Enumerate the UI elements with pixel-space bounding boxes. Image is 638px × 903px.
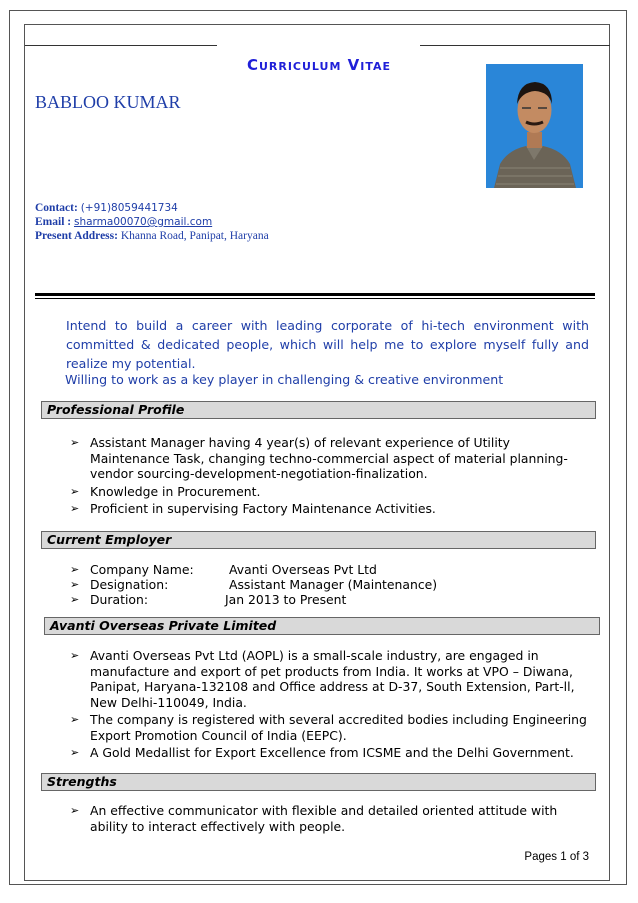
list-item: ➢ A Gold Medallist for Export Excellence from ICSME and the Delhi Government. xyxy=(70,745,574,760)
strengths-list xyxy=(68,803,583,836)
address-row: Present Address: Khanna Road, Panipat, Haryana xyxy=(35,230,269,242)
arrow-bullet-icon: ➢ xyxy=(70,593,80,606)
list-item: ➢ Proficient in supervising Factory Maintenance Activities. xyxy=(70,501,436,516)
contact-row: Contact: (+91)8059441734 xyxy=(35,202,178,214)
current-employer-list xyxy=(68,562,578,607)
section-current-employer: Current Employer xyxy=(41,531,596,549)
divider-thick xyxy=(35,293,595,296)
list-item: ➢ The company is registered with several accredited bodies including Engineering Export Promotion Council of India (EEPC). xyxy=(70,712,587,743)
section-professional-profile: Professional Profile xyxy=(41,401,596,419)
section-company: Avanti Overseas Private Limited xyxy=(44,617,600,635)
section-strengths: Strengths xyxy=(41,773,596,791)
candidate-name: BABLOO KUMAR xyxy=(35,92,181,112)
arrow-bullet-icon: ➢ xyxy=(70,804,80,817)
list-item: ➢ Assistant Manager having 4 year(s) of relevant experience of Utility Maintenance Task, changing techno-commercial aspect of material planning-vendor sourcing-development-negotiation-finalization. xyxy=(70,435,568,481)
title-rule-left xyxy=(25,45,217,46)
arrow-bullet-icon: ➢ xyxy=(70,713,80,726)
email-link[interactable]: sharma00070@gmail.com xyxy=(73,216,213,228)
address-label: Present Address xyxy=(35,230,115,242)
list-item: ➢ Duration: Jan 2013 to Present xyxy=(70,592,347,607)
arrow-bullet-icon: ➢ xyxy=(70,578,80,591)
arrow-bullet-icon: ➢ xyxy=(70,502,80,515)
portrait-illustration xyxy=(486,64,583,188)
company-list xyxy=(68,648,588,763)
arrow-bullet-icon: ➢ xyxy=(70,484,80,498)
list-item: ➢ Designation: Assistant Manager (Maintenance) xyxy=(70,577,438,592)
contact-label: Contact xyxy=(35,202,74,214)
title-rule-right xyxy=(420,45,610,46)
page-number: Pages 1 of 3 xyxy=(524,851,589,863)
list-item: ➢ An effective communicator with flexible and detailed oriented attitude with ability to interact effectively with people. xyxy=(70,803,558,834)
email-row xyxy=(35,216,212,228)
professional-profile-list xyxy=(68,435,578,519)
phone-number: (+91)8059441734 xyxy=(80,202,178,214)
email-label: Email : xyxy=(35,216,72,228)
career-objective: Intend to build a career with leading corporate of hi-tech environment with committed & dedicated people, which will help me to explore myself fully and realize my potential. xyxy=(66,318,589,371)
willing-statement: Willing to work as a key player in challenging & creative environment xyxy=(65,372,504,387)
list-item: ➢ Company Name: Avanti Overseas Pvt Ltd xyxy=(70,562,377,577)
document-title: Curriculum Vitae xyxy=(246,56,392,74)
address-value: Khanna Road, Panipat, Haryana xyxy=(120,230,269,242)
arrow-bullet-icon: ➢ xyxy=(70,436,80,449)
list-item: ➢ Knowledge in Procurement. xyxy=(70,483,261,499)
divider-thin xyxy=(35,298,595,299)
arrow-bullet-icon: ➢ xyxy=(70,746,80,759)
list-item: ➢ Avanti Overseas Pvt Ltd (AOPL) is a small-scale industry, are engaged in manufacture and export of pet products from India. It works at VPO – Diwana, Panipat, Haryana-132108 and Office address at D-37, South Extension, Part-ll, New Delhi-110049, India. xyxy=(70,648,575,710)
arrow-bullet-icon: ➢ xyxy=(70,563,80,576)
profile-photo xyxy=(486,64,583,188)
arrow-bullet-icon: ➢ xyxy=(70,649,80,662)
